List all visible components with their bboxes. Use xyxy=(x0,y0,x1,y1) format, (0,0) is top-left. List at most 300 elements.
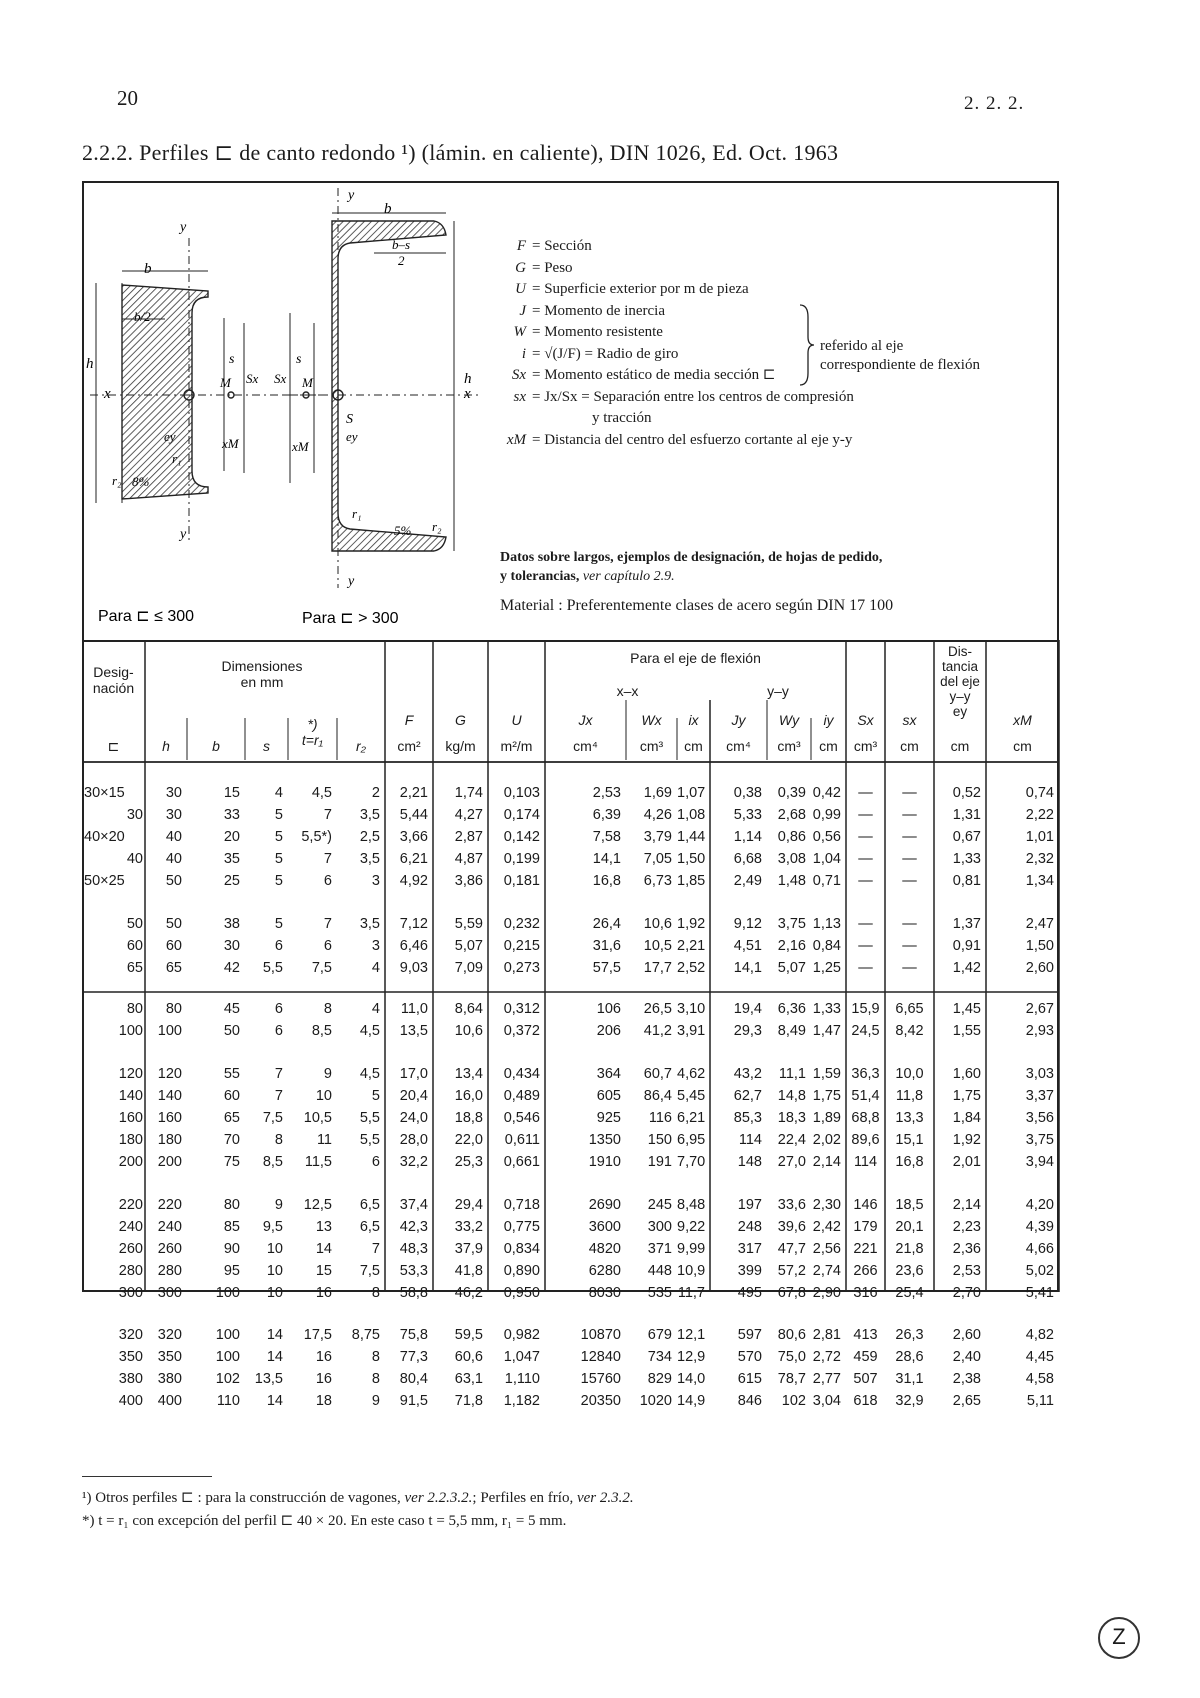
table-cell: 40 xyxy=(165,829,182,845)
table-cell: 16 xyxy=(315,1349,332,1365)
table-cell: 0,103 xyxy=(503,785,540,801)
table-cell: 0,982 xyxy=(503,1327,540,1343)
table-cell: 4,5 xyxy=(359,1066,380,1082)
section-number: 2. 2. 2. xyxy=(964,93,1025,114)
table-cell: 2 xyxy=(371,785,380,801)
table-cell: 3,03 xyxy=(1025,1066,1054,1082)
table-cell: 2,14 xyxy=(952,1197,981,1213)
row-designation: 350 xyxy=(118,1349,143,1365)
table-cell: 0,56 xyxy=(812,829,841,845)
row-designation: 200 xyxy=(118,1154,143,1170)
table-cell: 3,91 xyxy=(677,1023,706,1039)
table-cell: 14,1 xyxy=(733,960,762,976)
table-cell: 1,69 xyxy=(643,785,672,801)
row-designation: 120 xyxy=(118,1066,143,1082)
table-cell: 22,4 xyxy=(777,1132,806,1148)
table-cell: 68,8 xyxy=(851,1110,880,1126)
table-cell: 4,5 xyxy=(359,1023,380,1039)
table-cell: 100 xyxy=(215,1349,240,1365)
table-cell: 1,01 xyxy=(1025,829,1054,845)
table-cell: 51,4 xyxy=(851,1088,880,1104)
table-cell: 102 xyxy=(781,1393,806,1409)
table-cell: 12840 xyxy=(580,1349,621,1365)
table-cell: 459 xyxy=(853,1349,878,1365)
table-cell: — xyxy=(902,785,917,801)
table-cell: 2,90 xyxy=(812,1285,841,1301)
footnote-2: *) t = r₁ con excepción del perfil ⊏ 40 × 20. En este caso t = 5,5 mm, r₁ = 5 mm. xyxy=(82,1513,567,1529)
table-cell: 9 xyxy=(371,1393,380,1409)
table-cell: 7,5 xyxy=(262,1110,283,1126)
legend-symbol: F xyxy=(516,238,526,254)
table-cell: 10,5 xyxy=(643,938,672,954)
table-cell: 8 xyxy=(371,1349,380,1365)
material-label: Material : xyxy=(500,597,563,614)
table-cell: 7 xyxy=(274,1066,283,1082)
row-designation: 300 xyxy=(118,1285,143,1301)
table-cell: 0,950 xyxy=(503,1285,540,1301)
table-cell: 6 xyxy=(371,1154,380,1170)
table-cell: 50 xyxy=(223,1023,240,1039)
table-cell: 4,92 xyxy=(399,873,428,889)
column-header: y–y xyxy=(767,683,789,699)
table-cell: 6,68 xyxy=(733,851,762,867)
table-cell: 17,5 xyxy=(303,1327,332,1343)
svg-text:b: b xyxy=(384,201,392,217)
svg-text:y: y xyxy=(348,188,355,203)
table-cell: 6 xyxy=(323,938,332,954)
table-cell: 2,30 xyxy=(812,1197,841,1213)
table-cell: 80,6 xyxy=(777,1327,806,1343)
table-cell: 47,7 xyxy=(777,1241,806,1257)
table-cell: 42 xyxy=(223,960,240,976)
svg-text:h: h xyxy=(464,371,472,387)
table-cell: — xyxy=(858,960,873,976)
table-cell: 2,22 xyxy=(1025,807,1054,823)
svg-text:h: h xyxy=(86,356,94,372)
table-cell: 2,81 xyxy=(812,1327,841,1343)
footnote-1b: ver 2.2.3.2. xyxy=(404,1490,473,1506)
table-cell: 6280 xyxy=(588,1263,621,1279)
table-cell: 13,5 xyxy=(399,1023,428,1039)
table-cell: 55 xyxy=(223,1066,240,1082)
svg-text:x: x xyxy=(464,386,471,402)
table-cell: 27,0 xyxy=(777,1154,806,1170)
table-cell: 7,12 xyxy=(399,916,428,932)
legend-text: = Superficie exterior por m de pieza xyxy=(532,281,749,297)
table-cell: 220 xyxy=(157,1197,182,1213)
table-cell: 36,3 xyxy=(851,1066,880,1082)
table-cell: 1,07 xyxy=(677,785,706,801)
table-cell: 65 xyxy=(223,1110,240,1126)
table-cell: 9,03 xyxy=(399,960,428,976)
table-cell: 11,1 xyxy=(778,1066,806,1082)
table-cell: 2690 xyxy=(588,1197,621,1213)
table-cell: 7 xyxy=(323,851,332,867)
table-cell: 0,74 xyxy=(1025,785,1054,801)
table-cell: 25,4 xyxy=(895,1285,924,1301)
table-cell: 10 xyxy=(266,1263,283,1279)
table-cell: — xyxy=(902,916,917,932)
legend-text: = Distancia del centro del esfuerzo cortante al eje y-y xyxy=(532,431,853,448)
table-cell: 8 xyxy=(323,1001,332,1017)
table-cell: 60,6 xyxy=(454,1349,483,1365)
table-cell: 3,66 xyxy=(399,829,428,845)
table-cell: 2,65 xyxy=(952,1393,981,1409)
footnote-1d: ver 2.3.2. xyxy=(576,1490,634,1506)
svg-text:s: s xyxy=(296,352,302,367)
table-cell: 200 xyxy=(157,1154,182,1170)
table-cell: 1,182 xyxy=(503,1393,540,1409)
table-cell: 28,0 xyxy=(399,1132,428,1148)
table-cell: 4,5 xyxy=(311,785,332,801)
dim-b-label: b xyxy=(144,261,152,277)
column-header: Wx xyxy=(641,712,662,728)
table-cell: 0,718 xyxy=(503,1197,540,1213)
footnote-rule xyxy=(82,1476,212,1477)
svg-text:b–s: b–s xyxy=(392,237,411,252)
material-text: Preferentemente clases de acero según DIN 17 100 xyxy=(566,597,894,614)
table-cell: 37,9 xyxy=(454,1241,483,1257)
table-cell: 20,1 xyxy=(895,1219,924,1235)
table-cell: 3,56 xyxy=(1025,1110,1054,1126)
table-cell: 6,5 xyxy=(359,1197,380,1213)
referido-line-2: correspondiente de flexión xyxy=(820,357,980,373)
svg-text:Sx: Sx xyxy=(246,371,259,386)
table-cell: 197 xyxy=(737,1197,762,1213)
column-header: Dis- tancia del eje y–y ey xyxy=(940,644,980,719)
table-cell: 4,45 xyxy=(1025,1349,1054,1365)
table-cell: 0,86 xyxy=(777,829,806,845)
table-cell: 62,7 xyxy=(733,1088,762,1104)
table-cell: 3,75 xyxy=(777,916,806,932)
table-cell: 2,60 xyxy=(1025,960,1054,976)
table-cell: 18,5 xyxy=(895,1197,924,1213)
column-header: sx xyxy=(902,712,917,728)
svg-text:y: y xyxy=(348,574,355,589)
column-header: r₂ xyxy=(355,738,366,754)
column-header: *) t=r₁ xyxy=(301,716,324,748)
legend-symbol: Sx xyxy=(511,367,526,383)
table-cell: 10,9 xyxy=(677,1263,706,1279)
table-cell: 30 xyxy=(165,785,182,801)
table-cell: 9,12 xyxy=(733,916,762,932)
table-cell: 0,312 xyxy=(503,1001,540,1017)
column-header: b xyxy=(212,738,220,754)
table-cell: 12,9 xyxy=(677,1349,706,1365)
svg-text:ey: ey xyxy=(164,429,176,444)
table-cell: 0,273 xyxy=(503,960,540,976)
table-cell: 7 xyxy=(323,916,332,932)
table-cell: 9 xyxy=(274,1197,283,1213)
table-cell: 615 xyxy=(737,1371,762,1387)
column-header: cm xyxy=(819,738,838,754)
table-cell: 0,181 xyxy=(503,873,540,889)
column-header: ⊏ xyxy=(107,738,120,754)
table-cell: — xyxy=(902,807,917,823)
table-cell: 86,4 xyxy=(643,1088,672,1104)
table-cell: 3,79 xyxy=(643,829,672,845)
table-cell: 26,3 xyxy=(895,1327,924,1343)
page-number: 20 xyxy=(117,86,138,110)
table-cell: 77,3 xyxy=(399,1349,428,1365)
table-cell: 20,4 xyxy=(399,1088,428,1104)
table-cell: 114 xyxy=(853,1154,878,1170)
table-cell: 2,14 xyxy=(812,1154,841,1170)
table-cell: 50 xyxy=(165,916,182,932)
table-cell: 1,08 xyxy=(677,807,706,823)
footnote-1 xyxy=(82,1487,634,1510)
column-header: cm³ xyxy=(639,738,664,754)
table-cell: 495 xyxy=(737,1285,762,1301)
table-cell: 16,0 xyxy=(454,1088,483,1104)
svg-text:xM: xM xyxy=(292,439,309,454)
table-cell: 0,84 xyxy=(812,938,841,954)
table-cell: 1020 xyxy=(639,1393,672,1409)
table-cell: 0,174 xyxy=(503,807,540,823)
table-cell: 1,37 xyxy=(952,916,981,932)
table-cell: 22,0 xyxy=(454,1132,483,1148)
table-cell: 31,1 xyxy=(895,1371,924,1387)
table-cell: 3,5 xyxy=(359,916,380,932)
row-designation: 40 xyxy=(126,851,143,867)
legend-text: = Momento de inercia xyxy=(532,302,666,319)
table-cell: 0,99 xyxy=(812,807,841,823)
svg-text:Sx: Sx xyxy=(274,371,287,386)
table-cell: 75,8 xyxy=(399,1327,428,1343)
table-cell: 41,2 xyxy=(643,1023,672,1039)
table-cell: 2,47 xyxy=(1025,916,1054,932)
table-cell: 23,6 xyxy=(895,1263,924,1279)
row-designation: 240 xyxy=(118,1219,143,1235)
table-cell: 146 xyxy=(853,1197,878,1213)
table-cell: 20 xyxy=(223,829,240,845)
table-cell: 80 xyxy=(165,1001,182,1017)
table-cell: 20350 xyxy=(580,1393,621,1409)
table-cell: 6,65 xyxy=(895,1001,924,1017)
taper-right: 5% xyxy=(394,523,412,538)
column-header: cm xyxy=(950,738,970,754)
table-cell: 0,372 xyxy=(503,1023,540,1039)
table-cell: 9,99 xyxy=(677,1241,706,1257)
table-cell: 48,3 xyxy=(399,1241,428,1257)
row-designation: 30×15 xyxy=(84,785,125,801)
table-cell: 2,53 xyxy=(952,1263,981,1279)
table-cell: 2,21 xyxy=(677,938,706,954)
table-cell: 8,5 xyxy=(311,1023,332,1039)
table-cell: 5,44 xyxy=(399,807,428,823)
table-cell: 317 xyxy=(737,1241,762,1257)
table-cell: 1,110 xyxy=(504,1371,540,1387)
table-cell: — xyxy=(902,960,917,976)
table-cell: 734 xyxy=(647,1349,672,1365)
table-cell: 5 xyxy=(274,829,283,845)
table-cell: 5,5 xyxy=(359,1110,380,1126)
table-cell: 14,8 xyxy=(777,1088,806,1104)
table-cell: 6,21 xyxy=(399,851,428,867)
svg-text:xM: xM xyxy=(222,436,239,451)
table-cell: — xyxy=(858,785,873,801)
table-cell: 1,44 xyxy=(677,829,706,845)
table-cell: 78,7 xyxy=(777,1371,806,1387)
table-cell: 6,46 xyxy=(399,938,428,954)
table-cell: 26,4 xyxy=(592,916,621,932)
table-cell: 28,6 xyxy=(895,1349,924,1365)
table-cell: 8,49 xyxy=(777,1023,806,1039)
table-cell: 14 xyxy=(315,1241,332,1257)
table-cell: 29,3 xyxy=(733,1023,762,1039)
table-cell: 16 xyxy=(315,1285,332,1301)
table-cell: 7,05 xyxy=(643,851,672,867)
table-cell: 2,72 xyxy=(812,1349,841,1365)
table-cell: 10,0 xyxy=(895,1066,924,1082)
row-designation: 100 xyxy=(118,1023,143,1039)
table-cell: 1,59 xyxy=(812,1066,841,1082)
table-cell: 2,53 xyxy=(592,785,621,801)
table-cell: 0,71 xyxy=(812,873,841,889)
table-cell: 14 xyxy=(266,1349,283,1365)
column-header: Wy xyxy=(778,712,800,728)
table-cell: 1,55 xyxy=(952,1023,981,1039)
table-cell: — xyxy=(902,829,917,845)
table-cell: 2,67 xyxy=(1025,1001,1054,1017)
table-cell: 5,5 xyxy=(359,1132,380,1148)
table-cell: 13,3 xyxy=(895,1110,924,1126)
table-cell: 4,51 xyxy=(733,938,762,954)
svg-text:r₂: r₂ xyxy=(432,519,442,534)
table-cell: 8 xyxy=(371,1285,380,1301)
table-cell: 679 xyxy=(647,1327,672,1343)
svg-text:M: M xyxy=(220,375,231,390)
table-cell: 2,87 xyxy=(454,829,483,845)
table-cell: 59,5 xyxy=(454,1327,483,1343)
table-cell: 8 xyxy=(274,1132,283,1148)
table-cell: 9,5 xyxy=(262,1219,283,1235)
column-header: m²/m xyxy=(500,738,533,754)
table-cell: 89,6 xyxy=(851,1132,880,1148)
column-header: h xyxy=(162,738,170,754)
table-cell: 57,5 xyxy=(592,960,621,976)
legend-text: = Jx/Sx = Separación entre los centros de compresión xyxy=(532,388,854,405)
table-cell: 0,232 xyxy=(503,916,540,932)
legend-text: y tracción xyxy=(592,410,652,426)
table-cell: 1,92 xyxy=(677,916,706,932)
table-cell: 0,834 xyxy=(503,1241,540,1257)
column-header: G xyxy=(455,712,466,728)
table-cell: 320 xyxy=(157,1327,182,1343)
table-cell: 206 xyxy=(596,1023,621,1039)
table-cell: 6 xyxy=(274,1001,283,1017)
table-cell: 0,434 xyxy=(503,1066,540,1082)
table-cell: 4 xyxy=(274,785,283,801)
table-cell: 90 xyxy=(223,1241,240,1257)
table-cell: 2,74 xyxy=(812,1263,841,1279)
table-cell: 0,67 xyxy=(952,829,981,845)
table-cell: 5,41 xyxy=(1025,1285,1054,1301)
table-cell: 25 xyxy=(223,873,240,889)
table-cell: 3 xyxy=(371,873,380,889)
table-cell: 15 xyxy=(223,785,240,801)
table-cell: 21,8 xyxy=(895,1241,924,1257)
table-cell: 30 xyxy=(223,938,240,954)
table-cell: 4,20 xyxy=(1025,1197,1054,1213)
table-cell: 5 xyxy=(371,1088,380,1104)
table-cell: 5,11 xyxy=(1026,1393,1054,1409)
table-cell: 53,3 xyxy=(399,1263,428,1279)
caption-left: Para ⊏ ≤ 300 xyxy=(98,608,195,625)
table-cell: 191 xyxy=(647,1154,672,1170)
table-cell: 2,16 xyxy=(777,938,806,954)
legend-symbol: G xyxy=(515,259,526,276)
table-cell: 380 xyxy=(157,1371,182,1387)
table-cell: 17,0 xyxy=(399,1066,428,1082)
table-cell: 63,1 xyxy=(454,1371,483,1387)
table-cell: 57,2 xyxy=(777,1263,806,1279)
table-cell: 17,7 xyxy=(643,960,672,976)
table-cell: 1910 xyxy=(588,1154,621,1170)
row-designation: 65 xyxy=(126,960,143,976)
table-cell: 15,9 xyxy=(851,1001,880,1017)
table-cell: 364 xyxy=(596,1066,621,1082)
legend-text: = Momento estático de media sección ⊏ xyxy=(532,367,776,383)
table-cell: 4820 xyxy=(588,1241,621,1257)
legend-symbol: i xyxy=(521,345,526,362)
table-cell: 4,66 xyxy=(1025,1241,1054,1257)
table-cell: 80,4 xyxy=(399,1371,428,1387)
column-header: iy xyxy=(823,712,834,728)
table-cell: 0,81 xyxy=(952,873,981,889)
row-designation: 60 xyxy=(126,938,143,954)
row-designation: 40×20 xyxy=(84,829,125,845)
svg-text:M: M xyxy=(302,375,313,390)
table-cell: 245 xyxy=(647,1197,672,1213)
table-cell: 0,199 xyxy=(503,851,540,867)
table-cell: 4 xyxy=(371,960,380,976)
table-cell: 40 xyxy=(165,851,182,867)
column-header: Sx xyxy=(857,712,874,728)
table-cell: 248 xyxy=(737,1219,762,1235)
column-header: cm xyxy=(1013,738,1032,754)
table-cell: 11,5 xyxy=(304,1154,332,1170)
table-cell: 7,70 xyxy=(677,1154,706,1170)
table-cell: 18,8 xyxy=(454,1110,483,1126)
svg-text:r₂: r₂ xyxy=(112,473,122,488)
table-cell: 140 xyxy=(157,1088,182,1104)
table-cell: 16,8 xyxy=(895,1154,924,1170)
footnote-1c: ; Perfiles en frío, xyxy=(472,1490,574,1506)
table-cell: 10,5 xyxy=(303,1110,332,1126)
table-cell: 0,890 xyxy=(503,1263,540,1279)
column-header: x–x xyxy=(616,683,639,699)
table-cell: 31,6 xyxy=(592,938,621,954)
table-cell: 43,2 xyxy=(733,1066,762,1082)
table-cell: 0,489 xyxy=(503,1088,540,1104)
table-cell: 0,52 xyxy=(952,785,981,801)
legend-text: = Momento resistente xyxy=(532,324,663,340)
table-cell: 5 xyxy=(274,807,283,823)
table-cell: — xyxy=(858,938,873,954)
svg-text:b/2: b/2 xyxy=(134,309,151,324)
table-cell: 2,40 xyxy=(952,1349,981,1365)
table-cell: 10,6 xyxy=(643,916,672,932)
table-cell: 91,5 xyxy=(399,1393,428,1409)
column-header: cm⁴ xyxy=(573,738,598,754)
legend-text: = Peso xyxy=(532,259,573,276)
table-cell: 10870 xyxy=(580,1327,621,1343)
table-cell: 3,75 xyxy=(1025,1132,1054,1148)
table-cell: 2,49 xyxy=(733,873,762,889)
table-cell: 3,5 xyxy=(359,851,380,867)
table-cell: 5,5 xyxy=(262,960,283,976)
